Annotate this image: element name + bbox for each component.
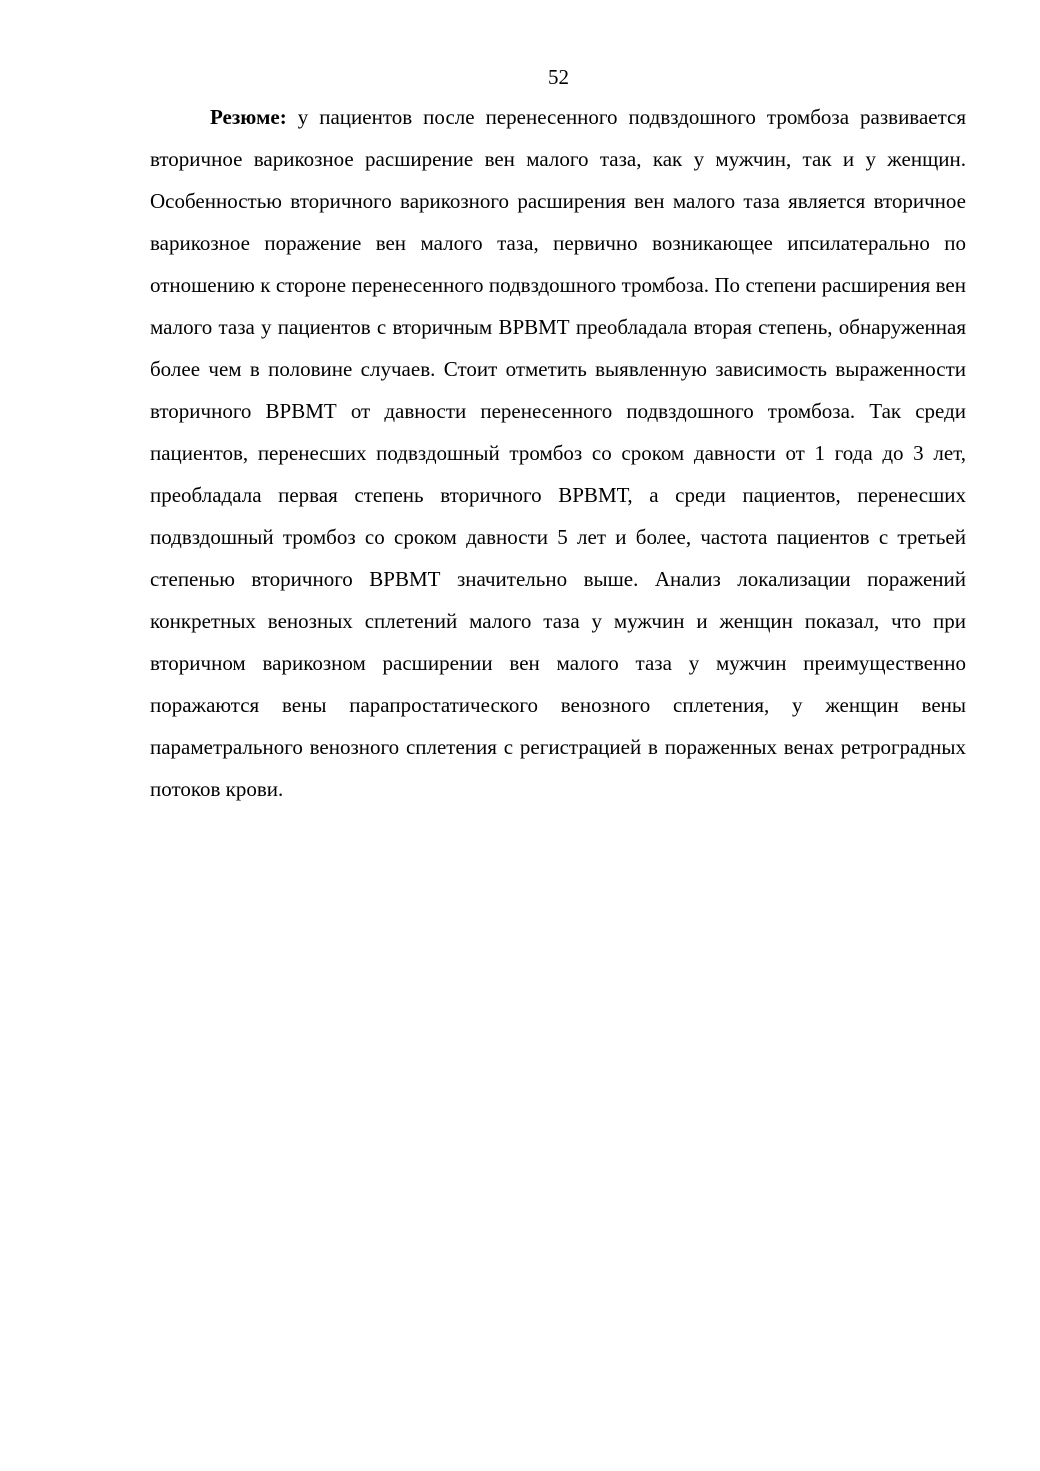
summary-paragraph — [150, 96, 966, 810]
summary-label: Резюме: — [210, 105, 287, 129]
page-number: 52 — [548, 65, 569, 89]
summary-text: у пациентов после перенесенного подвздошного тромбоза развивается вторичное варикозное расширение вен малого таза, как у мужчин, так и у женщин. Особенностью вторичного варикозного расширения вен малого таза является вторичное варикозное поражение вен малого таза, первично возникающее ипсилатерально по отношению к стороне перенесенного подвздошного тромбоза. По степени расширения вен малого таза у пациентов с вторичным ВРВМТ преобладала вторая степень, обнаруженная более чем в половине случаев. Стоит отметить выявленную зависимость выраженности вторичного ВРВМТ от давности перенесенного подвздошного тромбоза. Так среди пациентов, перенесших подвздошный тромбоз со сроком давности от 1 года до 3 лет, преобладала первая степень вторичного ВРВМТ, а среди пациентов, перенесших подвздошный тромбоз со сроком давности 5 лет и более, частота пациентов с третьей степенью вторичного ВРВМТ значительно выше. Анализ локализации поражений конкретных венозных сплетений малого таза у мужчин и женщин показал, что при вторичном варикозном расширении вен малого таза у мужчин преимущественно поражаются вены парапростатического венозного сплетения, у женщин вены параметрального венозного сплетения с регистрацией в пораженных венах ретроградных потоков крови. — [150, 105, 966, 801]
